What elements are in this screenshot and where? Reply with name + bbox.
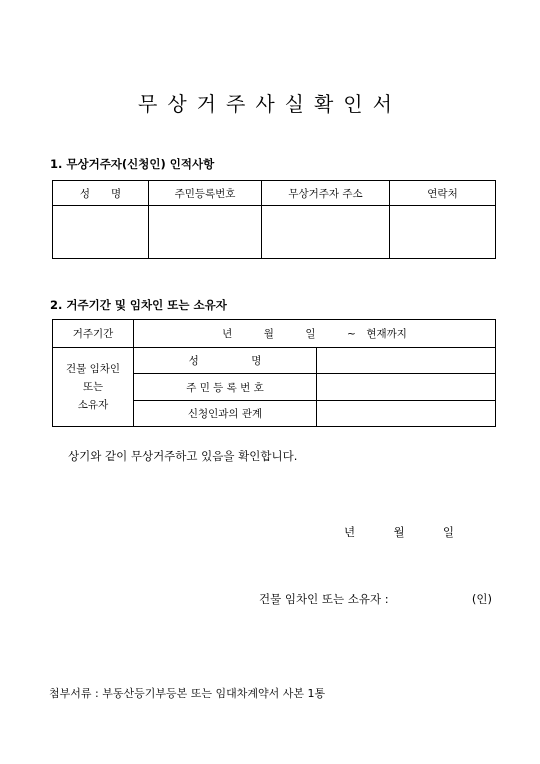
owner-resident-number-label: 주 민 등 록 번 호 (134, 374, 317, 401)
col-address: 무상거주자 주소 (262, 181, 390, 206)
seal-mark: (인) (471, 592, 492, 606)
signature-line (259, 591, 492, 607)
attachment-note: 첨부서류 : 부동산등기부등본 또는 임대차계약서 사본 1통 (49, 687, 326, 700)
date-day: 일 (442, 525, 454, 539)
date-line (344, 524, 454, 540)
owner-relation-cell[interactable] (317, 401, 496, 427)
date-year: 년 (344, 525, 356, 539)
cell-address[interactable] (262, 206, 390, 259)
period-label: 거주기간 (53, 320, 134, 348)
section1-heading: 1. 무상거주자(신청인) 인적사항 (50, 157, 215, 171)
col-name: 성 명 (53, 181, 149, 206)
residence-owner-table (52, 319, 496, 427)
owner-relation-label: 신청인과의 관계 (134, 401, 317, 427)
owner-label: 건물 임차인 또는 소유자 (53, 348, 134, 427)
owner-name-cell[interactable] (317, 348, 496, 374)
section2-heading: 2. 거주기간 및 임차인 또는 소유자 (50, 298, 227, 312)
period-value[interactable]: 년 월 일 ~ 현재까지 (134, 320, 496, 348)
cell-contact[interactable] (390, 206, 496, 259)
document-title: 무상거주사실확인서 (138, 92, 402, 116)
owner-name-label: 성 명 (134, 348, 317, 374)
cell-resident-number[interactable] (149, 206, 262, 259)
col-resident-number: 주민등록번호 (149, 181, 262, 206)
date-month: 월 (393, 525, 405, 539)
signature-label: 건물 임차인 또는 소유자 : (259, 592, 389, 606)
cell-name[interactable] (53, 206, 149, 259)
applicant-info-table (52, 180, 496, 259)
col-contact: 연락처 (390, 181, 496, 206)
confirmation-statement: 상기와 같이 무상거주하고 있음을 확인합니다. (68, 449, 298, 463)
owner-resident-number-cell[interactable] (317, 374, 496, 401)
